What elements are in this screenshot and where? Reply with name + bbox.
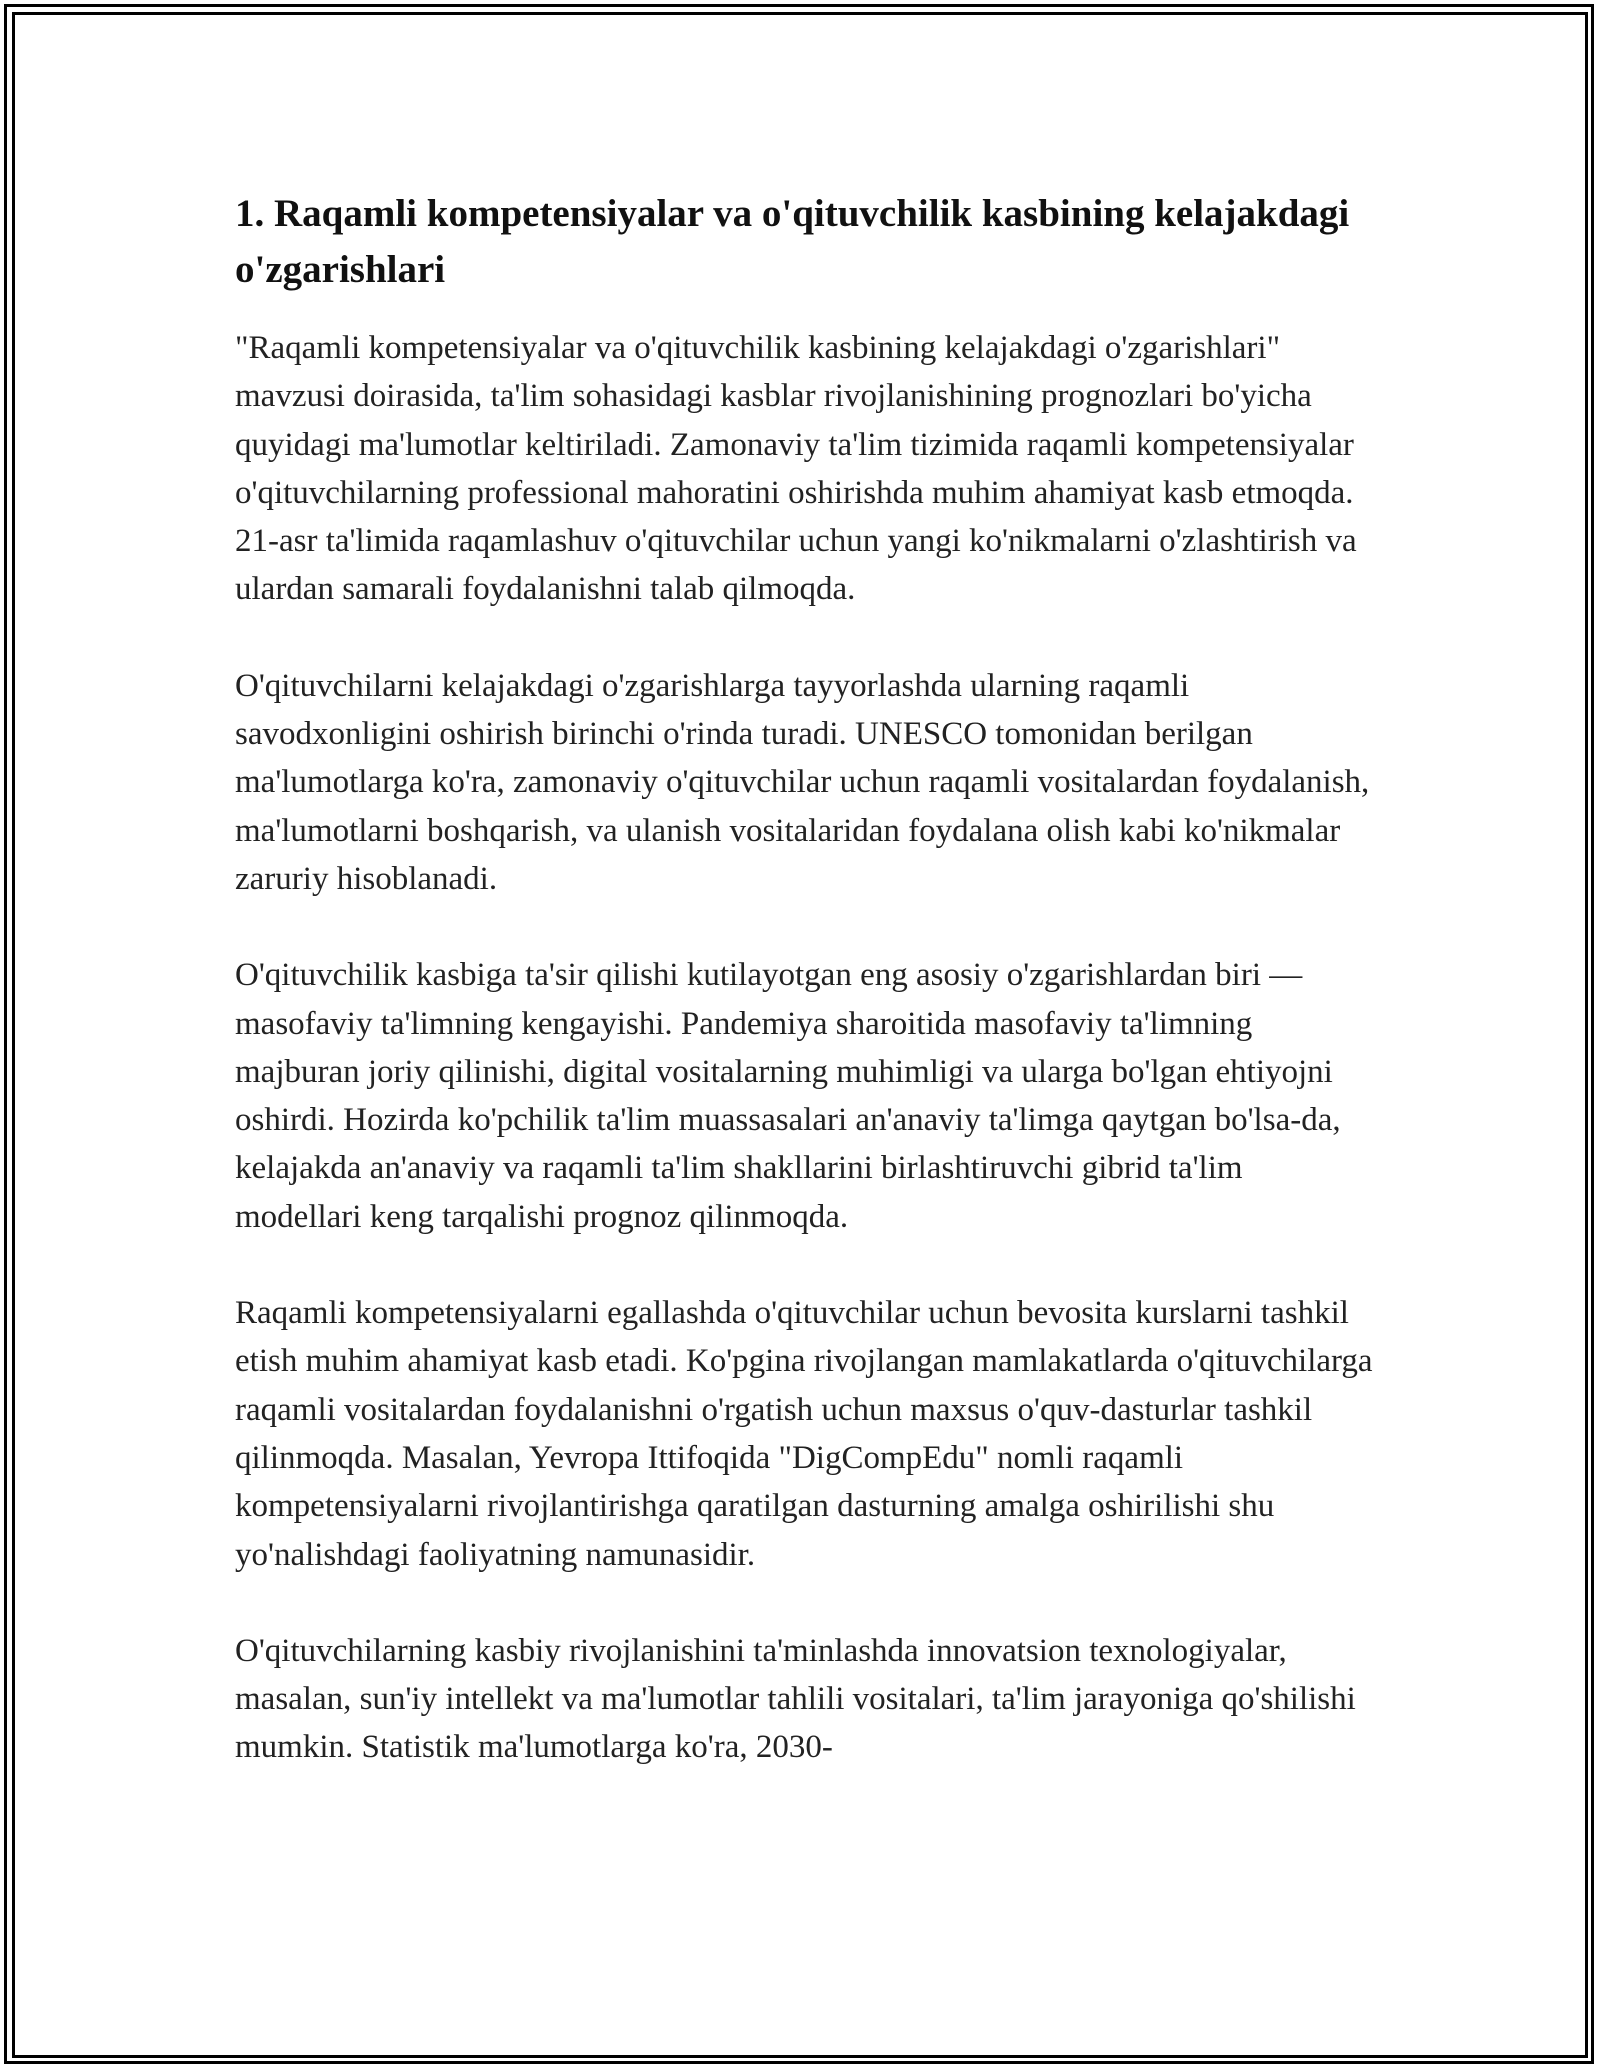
document-body	[235, 186, 1375, 1820]
paragraph-intro: "Raqamli kompetensiyalar va o'qituvchilik kasbining kelajakdagi o'zgarishlari" mavzusi doirasida, ta'lim sohasidagi kasblar rivojlanishining prognozlari bo'yicha quyidagi ma'lumotlar keltiriladi. Zamonaviy ta'lim tizimida raqamli kompetensiyalar o'qituvchilarning professional mahoratini oshirishda muhim ahamiyat kasb etmoqda. 21-asr ta'limida raqamlashuv o'qituvchilar uchun yangi ko'nikmalarni o'zlashtirish va ulardan samarali foydalanishni talab qilmoqda.	[235, 330, 1357, 608]
paragraph-distance-learning: O'qituvchilik kasbiga ta'sir qilishi kutilayotgan eng asosiy o'zgarishlardan biri — masofaviy ta'limning kengayishi. Pandemiya sharoitida masofaviy ta'limning majburan joriy qilinishi, digital vositalarning muhimligi va ularga bo'lgan ehtiyojni oshirdi. Hozirda ko'pchilik ta'lim muassasalari an'anaviy ta'limga qaytgan bo'lsa-da, kelajakda an'anaviy va raqamli ta'lim shakllarini birlashtiruvchi gibrid ta'lim modellari keng tarqalishi prognoz qilinmoqda.	[235, 957, 1341, 1235]
paragraph-innovative-technologies: O'qituvchilarning kasbiy rivojlanishini ta'minlashda innovatsion texnologiyalar, masalan, sun'iy intellekt va ma'lumotlar tahlili vositalari, ta'lim jarayoniga qo'shilishi mumkin. Statistik ma'lumotlarga ko'ra, 2030-	[235, 1632, 1356, 1766]
paragraph-digital-literacy: O'qituvchilarni kelajakdagi o'zgarishlarga tayyorlashda ularning raqamli savodxonligini oshirish birinchi o'rinda turadi. UNESCO tomonidan berilgan ma'lumotlarga ko'ra, zamonaviy o'qituvchilar uchun raqamli vositalardan foydalanish, ma'lumotlarni boshqarish, va ulanish vositalaridan foydalana olish kabi ko'nikmalar zaruriy hisoblanadi.	[235, 667, 1370, 897]
page-title: 1. Raqamli kompetensiyalar va o'qituvchilik kasbining kelajakdagi o'zgarishlari	[235, 192, 1350, 291]
paragraph-training-courses: Raqamli kompetensiyalarni egallashda o'qituvchilar uchun bevosita kurslarni tashkil etish muhim ahamiyat kasb etadi. Ko'pgina rivojlangan mamlakatlarda o'qituvchilarga raqamli vositalardan foydalanishni o'rgatish uchun maxsus o'quv-dasturlar tashkil qilinmoqda. Masalan, Yevropa Ittifoqida "DigCompEdu" nomli raqamli kompetensiyalarni rivojlantirishga qaratilgan dasturning amalga oshirilishi shu yo'nalishdagi faoliyatning namunasidir.	[235, 1295, 1373, 1573]
